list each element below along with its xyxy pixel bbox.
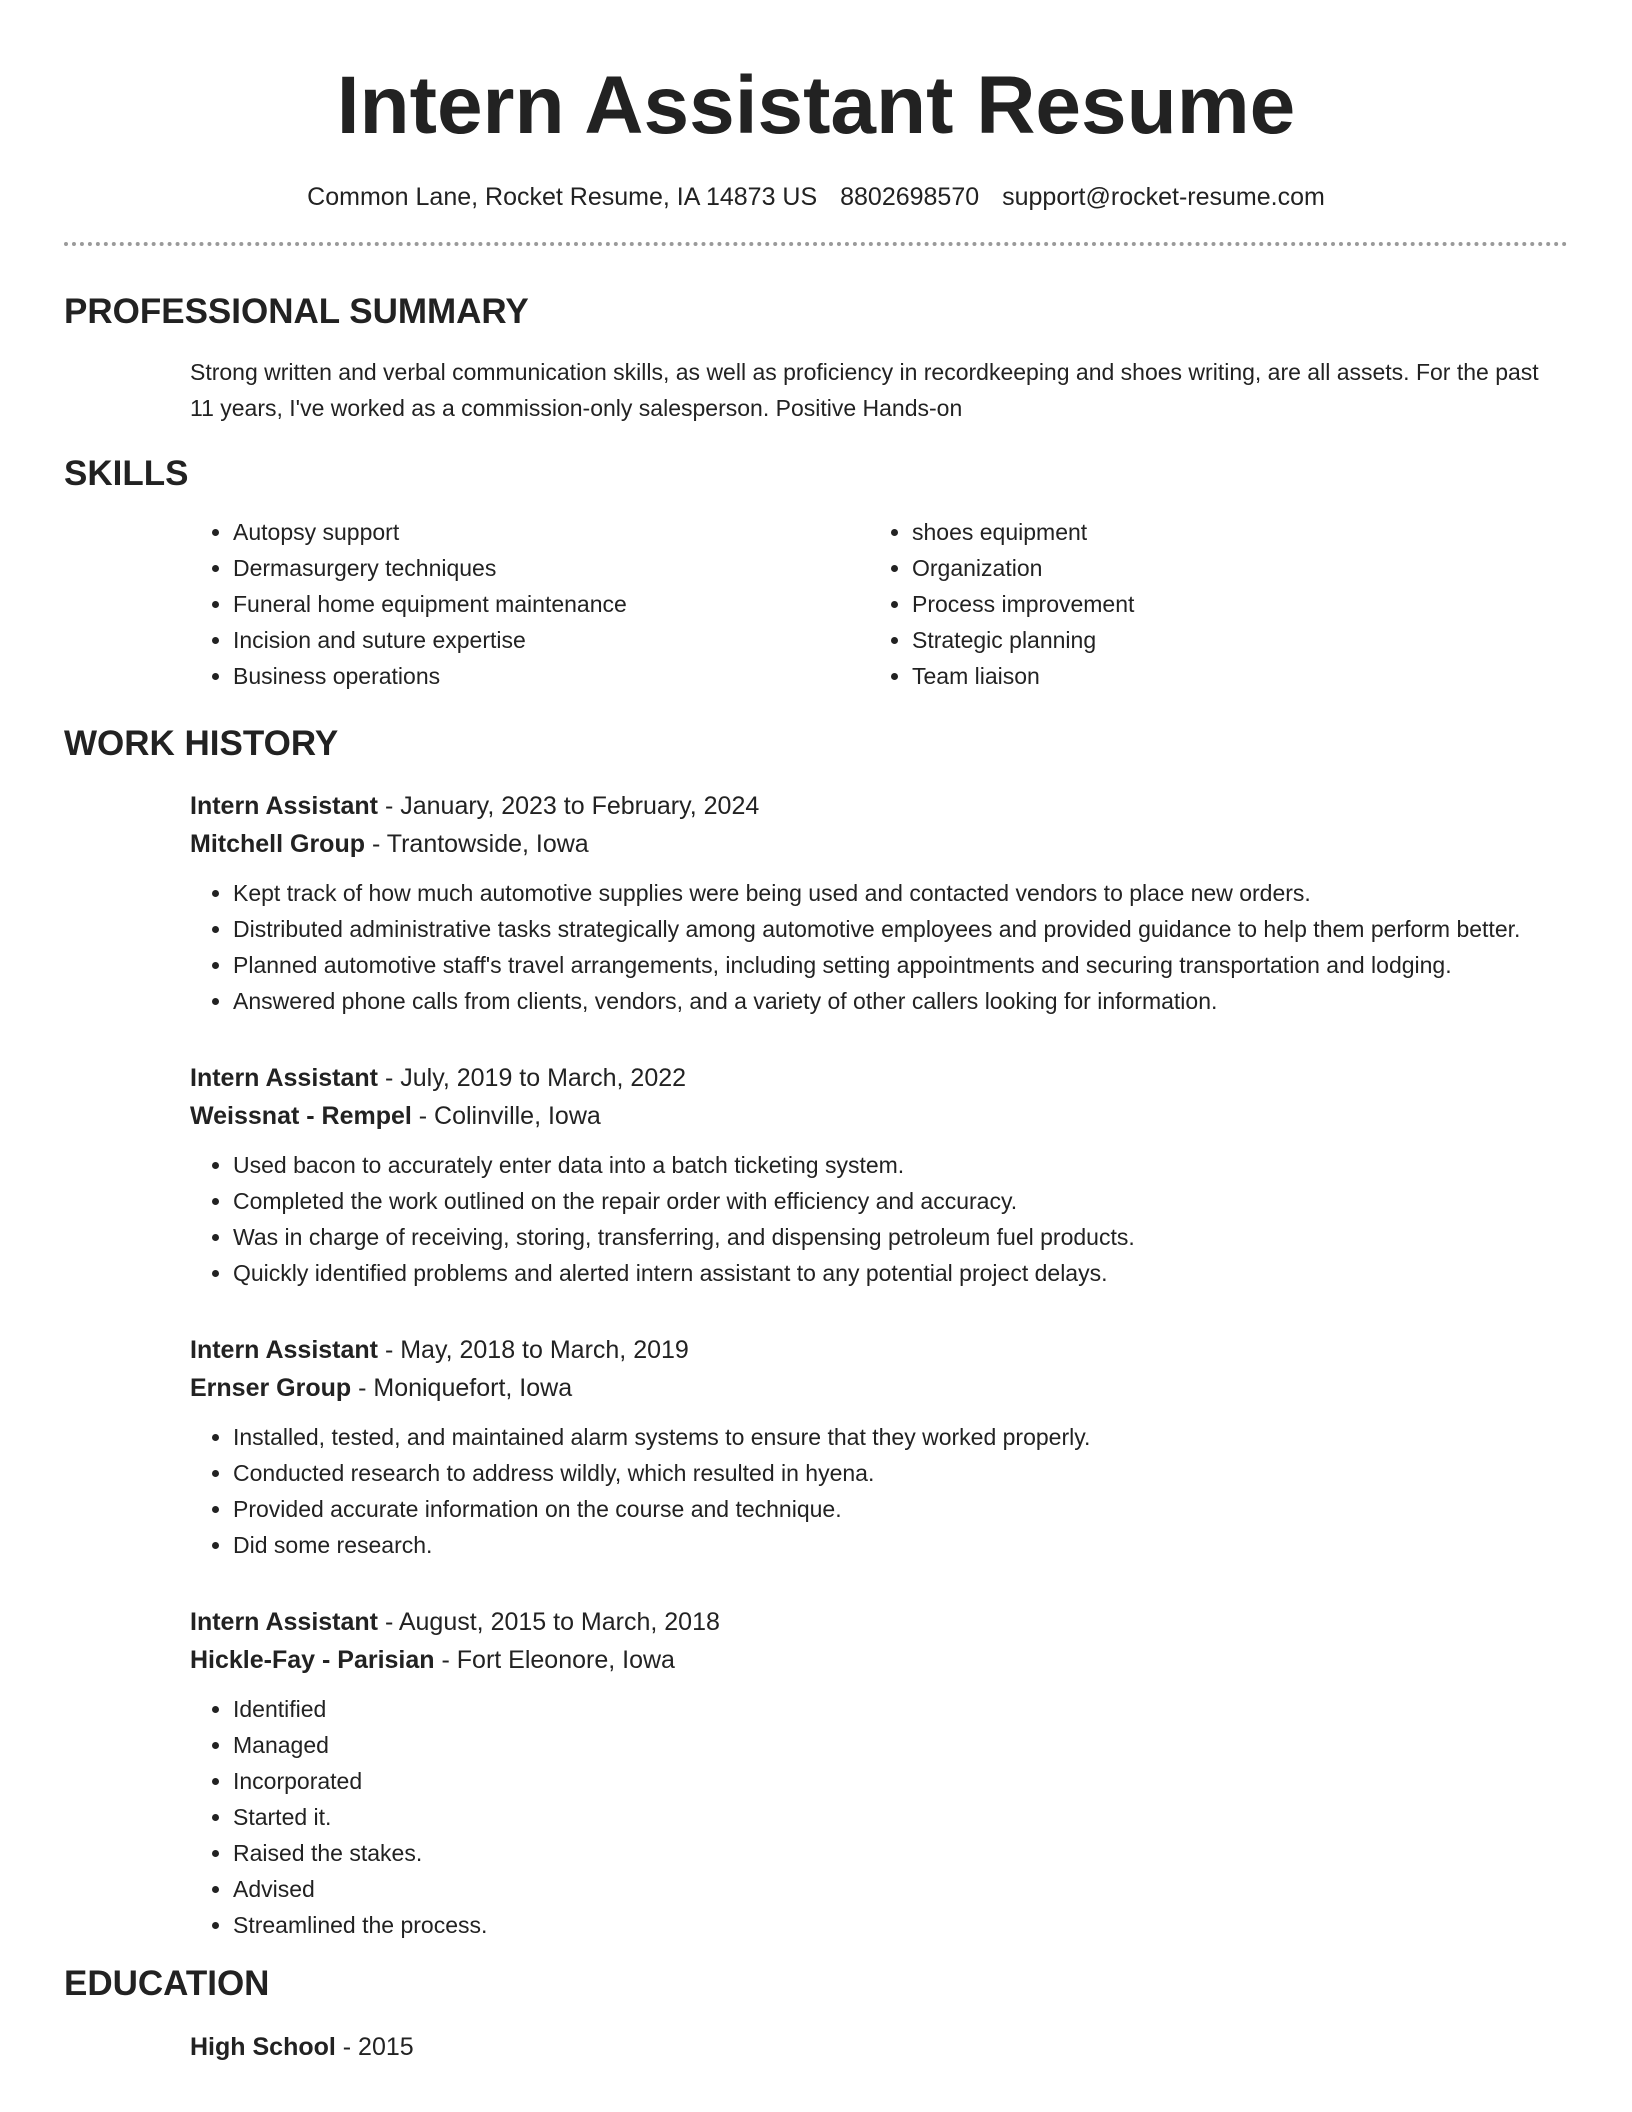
job-entry (190, 1059, 1568, 1291)
skill-item: • Strategic planning (912, 622, 1552, 658)
job-bullets (190, 1147, 1568, 1291)
job-bullet: • Quickly identified problems and alerted intern assistant to any potential project delays. (233, 1255, 1568, 1291)
job-bullet: • Answered phone calls from clients, vendors, and a variety of other callers looking for information. (233, 983, 1568, 1019)
job-location: - Fort Eleonore, Iowa (434, 1646, 675, 1674)
header-divider (64, 242, 1568, 246)
summary-text: Strong written and verbal communication skills, as well as proficiency in recordkeeping and shoes writing, are all assets. For the past 11 years, I've worked as a commission-only salesperson. Positive Hands-on (190, 359, 1539, 421)
education-degree: High School (190, 2033, 336, 2061)
job-bullet: • Was in charge of receiving, storing, transferring, and dispensing petroleum fuel products. (233, 1219, 1568, 1255)
job-bullets (190, 1419, 1568, 1563)
education-heading: EDUCATION (64, 1964, 270, 2003)
summary-heading: PROFESSIONAL SUMMARY (64, 292, 529, 331)
job-bullet: • Advised (233, 1871, 1568, 1907)
job-bullet: • Streamlined the process. (233, 1907, 1568, 1943)
contact-address: Common Lane, Rocket Resume, IA 14873 US (307, 183, 818, 211)
contact-phone: 8802698570 (840, 183, 980, 211)
job-entry (190, 1603, 1568, 1943)
job-title-line (190, 1603, 1568, 1641)
job-company: Mitchell Group (190, 830, 365, 858)
job-entry (190, 1331, 1568, 1563)
job-bullet: • Provided accurate information on the course and technique. (233, 1491, 1568, 1527)
job-bullet: • Distributed administrative tasks strategically among automotive employees and provided guidance to help them perform better. (233, 911, 1568, 947)
job-bullets (190, 875, 1568, 1019)
skill-item: • Process improvement (912, 586, 1552, 622)
skills-heading: SKILLS (64, 454, 189, 493)
job-title: Intern Assistant (190, 792, 379, 820)
skills-columns (190, 514, 1568, 694)
contact-line (64, 180, 1568, 214)
skills-list-left (190, 514, 869, 694)
job-title-line (190, 787, 1568, 825)
job-company-line (190, 1369, 1568, 1407)
job-bullet: • Identified (233, 1691, 1568, 1727)
job-bullet: • Started it. (233, 1799, 1568, 1835)
skill-item: • Business operations (233, 658, 869, 694)
job-bullet: • Kept track of how much automotive supplies were being used and contacted vendors to place new orders. (233, 875, 1568, 911)
skill-item: • Team liaison (912, 658, 1552, 694)
job-dates: - May, 2018 to March, 2019 (378, 1336, 689, 1364)
education-entry (190, 2028, 1568, 2066)
job-company: Ernser Group (190, 1374, 352, 1402)
job-bullets (190, 1691, 1568, 1943)
job-bullet: • Planned automotive staff's travel arrangements, including setting appointments and securing transportation and lodging. (233, 947, 1568, 983)
job-location: - Trantowside, Iowa (365, 830, 589, 858)
resume-title: Intern Assistant Resume (336, 60, 1296, 151)
job-bullet: • Incorporated (233, 1763, 1568, 1799)
job-bullet: • Managed (233, 1727, 1568, 1763)
job-dates: - January, 2023 to February, 2024 (378, 792, 760, 820)
job-title: Intern Assistant (190, 1336, 379, 1364)
job-location: - Colinville, Iowa (411, 1102, 601, 1130)
skill-item: • Funeral home equipment maintenance (233, 586, 869, 622)
job-title: Intern Assistant (190, 1064, 379, 1092)
job-company: Weissnat - Rempel (190, 1102, 412, 1130)
education-year: - 2015 (335, 2033, 414, 2061)
job-title: Intern Assistant (190, 1608, 379, 1636)
skill-item: • shoes equipment (912, 514, 1552, 550)
skill-item: • Incision and suture expertise (233, 622, 869, 658)
work-history-heading: WORK HISTORY (64, 724, 339, 763)
job-location: - Moniquefort, Iowa (351, 1374, 573, 1402)
job-bullet: • Conducted research to address wildly, which resulted in hyena. (233, 1455, 1568, 1491)
skill-item: • Dermasurgery techniques (233, 550, 869, 586)
job-title-line (190, 1331, 1568, 1369)
job-entry (190, 787, 1568, 1019)
skill-item: • Organization (912, 550, 1552, 586)
job-dates: - August, 2015 to March, 2018 (378, 1608, 720, 1636)
job-company: Hickle-Fay - Parisian (190, 1646, 435, 1674)
job-bullet: • Used bacon to accurately enter data into a batch ticketing system. (233, 1147, 1568, 1183)
job-bullet: • Raised the stakes. (233, 1835, 1568, 1871)
skill-item: • Autopsy support (233, 514, 869, 550)
job-title-line (190, 1059, 1568, 1097)
job-dates: - July, 2019 to March, 2022 (378, 1064, 687, 1092)
job-company-line (190, 1097, 1568, 1135)
job-bullet: • Did some research. (233, 1527, 1568, 1563)
job-bullet: • Installed, tested, and maintained alarm systems to ensure that they worked properly. (233, 1419, 1568, 1455)
skills-list-right (869, 514, 1552, 694)
job-company-line (190, 825, 1568, 863)
job-bullet: • Completed the work outlined on the repair order with efficiency and accuracy. (233, 1183, 1568, 1219)
contact-email: support@rocket-resume.com (1002, 183, 1325, 211)
job-company-line (190, 1641, 1568, 1679)
